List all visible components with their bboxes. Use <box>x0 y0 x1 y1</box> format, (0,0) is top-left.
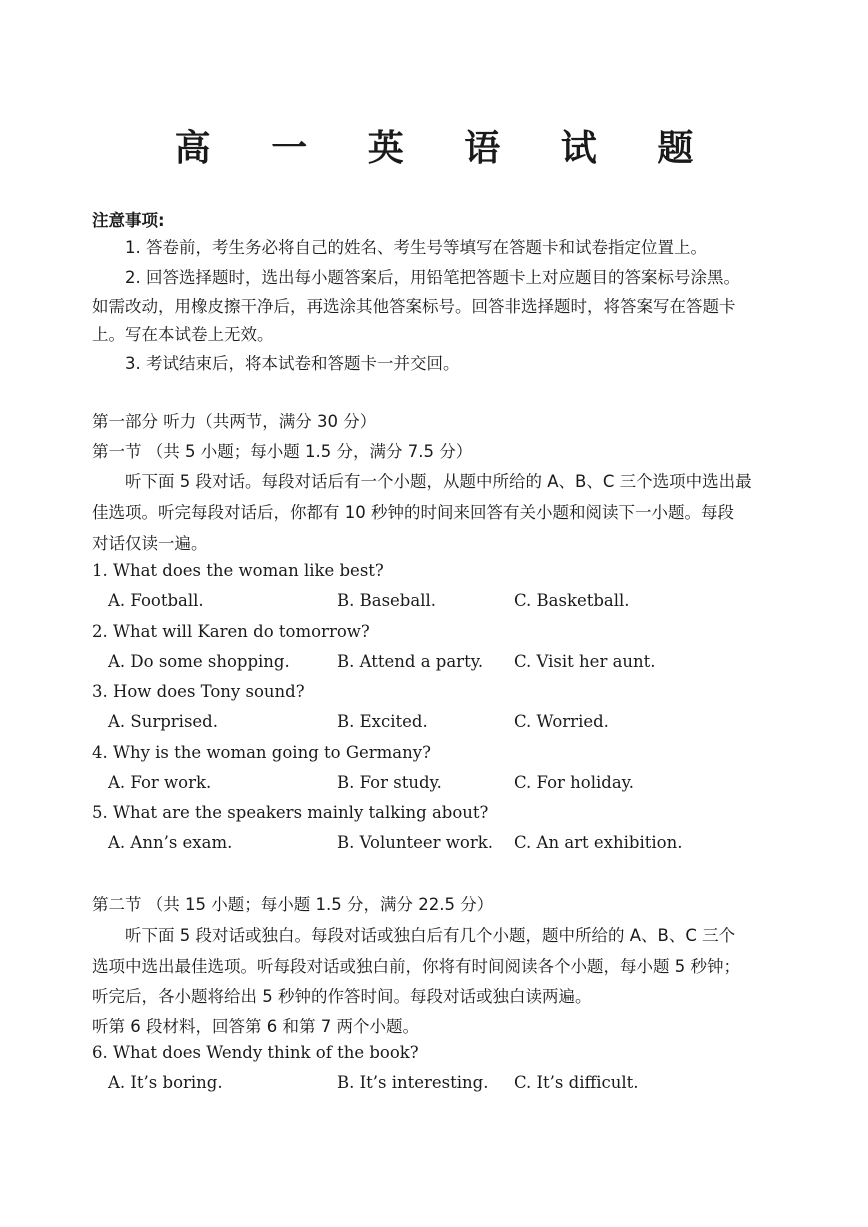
question-6: 6. What does Wendy think of the book? <box>92 1043 419 1062</box>
question-3-option-b: B. Excited. <box>337 712 428 731</box>
question-5: 5. What are the speakers mainly talking about? <box>92 803 489 822</box>
question-1-option-a: A. Football. <box>108 591 204 610</box>
question-4-option-b: B. For study. <box>337 773 442 792</box>
question-6-option-c: C. It’s difficult. <box>514 1073 639 1092</box>
question-1: 1. What does the woman like best? <box>92 561 384 580</box>
section1-instruction-line-1: 听下面 5 段对话。每段对话后有一个小题，从题中所给的 A、B、C 三个选项中选出最 <box>125 472 752 491</box>
question-6-option-b: B. It’s interesting. <box>337 1073 489 1092</box>
notice-item-2-line-1: 2. 回答选择题时，选出每小题答案后，用铅笔把答题卡上对应题目的答案标号涂黑。 <box>125 268 740 287</box>
question-2-option-b: B. Attend a party. <box>337 652 484 671</box>
section2-instruction-line-2: 选项中选出最佳选项。听每段对话或独白前，你将有时间阅读各个小题，每小题 5 秒钟； <box>92 957 740 976</box>
notice-item-1: 1. 答卷前，考生务必将自己的姓名、考生号等填写在答题卡和试卷指定位置上。 <box>125 238 707 257</box>
material-6-instruction: 听第 6 段材料，回答第 6 和第 7 两个小题。 <box>92 1017 419 1036</box>
question-5-option-a: A. Ann’s exam. <box>108 833 233 852</box>
section2-instruction-line-1: 听下面 5 段对话或独白。每段对话或独白后有几个小题，题中所给的 A、B、C 三个 <box>125 926 736 945</box>
question-1-option-c: C. Basketball. <box>514 591 630 610</box>
question-3-option-a: A. Surprised. <box>108 712 218 731</box>
section2-instruction-line-3: 听完后，各小题将给出 5 秒钟的作答时间。每段对话或独白读两遍。 <box>92 987 592 1006</box>
notice-item-3: 3. 考试结束后，将本试卷和答题卡一并交回。 <box>125 354 460 373</box>
question-2-option-c: C. Visit her aunt. <box>514 652 656 671</box>
question-1-option-b: B. Baseball. <box>337 591 437 610</box>
page-title: 高 一 英 语 试 题 <box>174 127 718 169</box>
question-4-option-a: A. For work. <box>108 773 212 792</box>
section2-heading: 第二节 （共 15 小题；每小题 1.5 分，满分 22.5 分） <box>92 895 494 914</box>
question-3: 3. How does Tony sound? <box>92 682 305 701</box>
section1-heading: 第一节 （共 5 小题；每小题 1.5 分，满分 7.5 分） <box>92 442 473 461</box>
question-6-option-a: A. It’s boring. <box>108 1073 223 1092</box>
question-2: 2. What will Karen do tomorrow? <box>92 622 370 641</box>
section1-instruction-line-2: 佳选项。听完每段对话后，你都有 10 秒钟的时间来回答有关小题和阅读下一小题。每段 <box>92 503 734 522</box>
question-3-option-c: C. Worried. <box>514 712 609 731</box>
notice-heading: 注意事项: <box>92 211 165 230</box>
question-4-option-c: C. For holiday. <box>514 773 635 792</box>
section1-instruction-line-3: 对话仅读一遍。 <box>92 534 208 553</box>
question-5-option-c: C. An art exhibition. <box>514 833 683 852</box>
question-4: 4. Why is the woman going to Germany? <box>92 743 431 762</box>
notice-item-2-line-2: 如需改动，用橡皮擦干净后，再选涂其他答案标号。回答非选择题时，将答案写在答题卡 <box>92 297 736 316</box>
question-5-option-b: B. Volunteer work. <box>337 833 493 852</box>
part1-heading: 第一部分 听力（共两节，满分 30 分） <box>92 412 377 431</box>
notice-item-2-line-3: 上。写在本试卷上无效。 <box>92 325 274 344</box>
question-2-option-a: A. Do some shopping. <box>108 652 290 671</box>
